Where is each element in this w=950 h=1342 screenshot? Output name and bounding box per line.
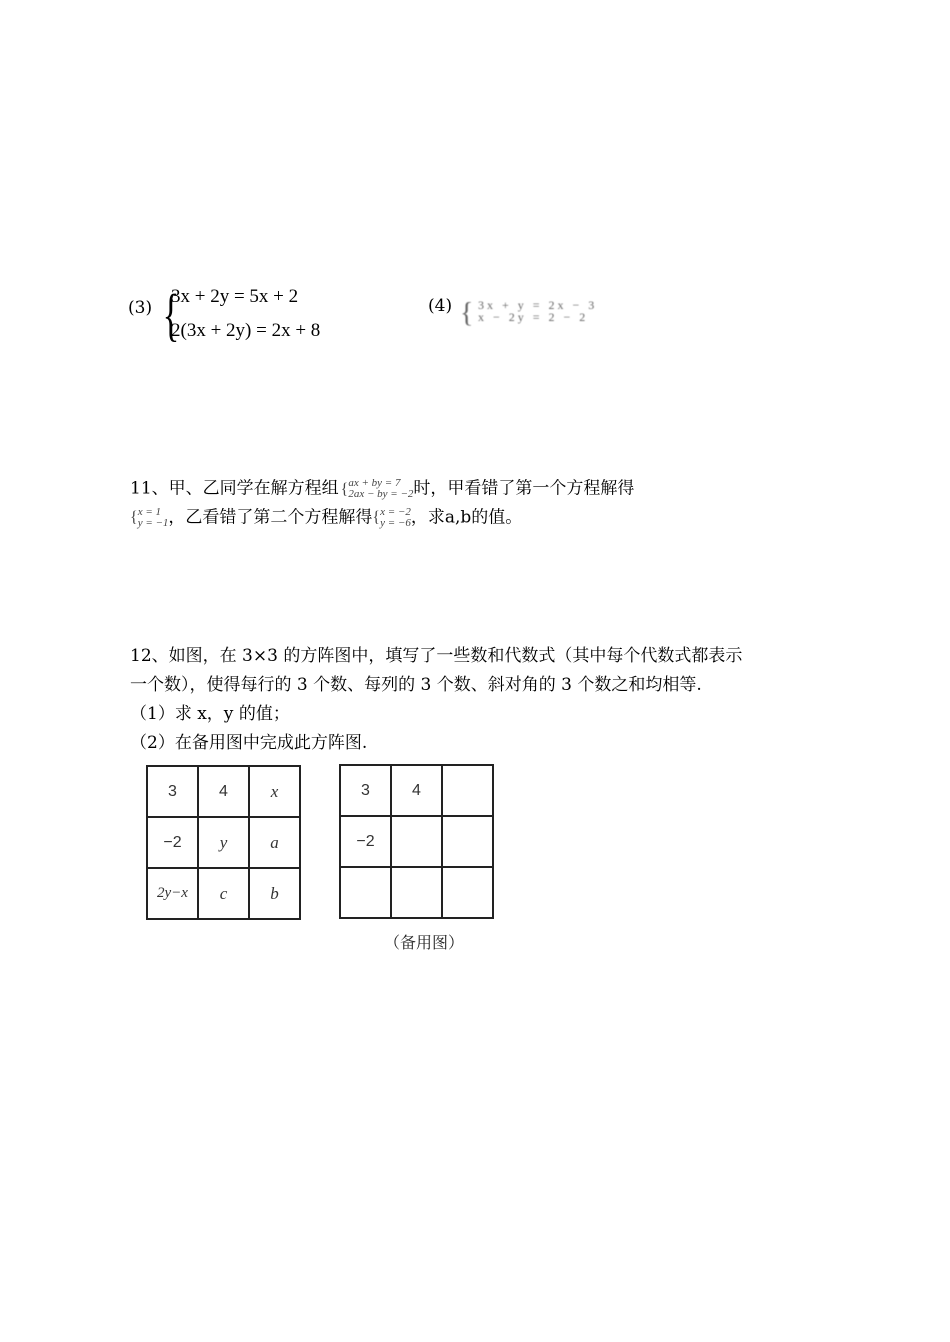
question-12-sub-1: （1）求 x，y 的值； <box>130 704 290 724</box>
magic-square-backup <box>339 764 494 919</box>
problem-3-label: (3) <box>128 298 153 318</box>
grid-cell: 2y−x <box>147 868 198 919</box>
question-12-sub-2: （2）在备用图中完成此方阵图. <box>130 733 368 753</box>
question-12-line-2: 一个数），使得每行的 3 个数、每列的 3 个数、斜对角的 3 个数之和均相等. <box>130 675 702 695</box>
question-11-system-eq-2: 2ax − by = −2 <box>348 488 414 500</box>
brace-icon: { <box>460 298 474 329</box>
grid-cell: c <box>198 868 249 919</box>
question-11-mid-1: 时，甲看错了第一个方程解得 <box>413 478 635 499</box>
question-11-line-1: 11、甲、乙同学在解方程组 { ax + by = 7 2ax − by = −2 时，甲看错了第一个方程解得 <box>130 477 635 500</box>
table-row <box>340 867 493 918</box>
grid-cell: 4 <box>198 766 249 817</box>
problem-4-equation-1: 3x + y = 2x − 3 <box>478 298 598 312</box>
question-11-end: ，求a,b的值。 <box>410 507 523 528</box>
table-row <box>147 766 300 817</box>
backup-figure-caption: （备用图） <box>384 933 465 952</box>
question-11-mid-2: ，乙看错了第二个方程解得 <box>168 507 373 528</box>
question-11-intro: 11、甲、乙同学在解方程组 <box>130 478 339 499</box>
question-11-solution-1-y: y = −1 <box>137 517 169 529</box>
grid-cell <box>391 867 442 918</box>
magic-square-main <box>146 765 301 920</box>
table-row <box>147 817 300 868</box>
grid-cell <box>340 867 391 918</box>
grid-cell: x <box>249 766 300 817</box>
table-row <box>340 765 493 816</box>
table-row <box>340 816 493 867</box>
grid-cell: b <box>249 868 300 919</box>
question-11-solution-1-x: x = 1 <box>137 506 161 518</box>
grid-cell: y <box>198 817 249 868</box>
problem-4-equation-2: x − 2y = 2 − 2 <box>478 310 589 324</box>
table-row <box>147 868 300 919</box>
grid-cell: −2 <box>147 817 198 868</box>
brace-icon: { <box>162 282 180 347</box>
question-11-system-eq-1: ax + by = 7 <box>348 477 401 489</box>
question-11-solution-2-y: y = −6 <box>380 517 411 529</box>
question-11-solution-2-x: x = −2 <box>380 506 411 518</box>
question-11-line-2: { x = 1 y = −1 ，乙看错了第二个方程解得{ x = −2 y = −6 ，求a,b的值。 <box>130 506 523 529</box>
grid-cell <box>391 816 442 867</box>
question-12-line-1: 12、如图，在 3×3 的方阵图中，填写了一些数和代数式（其中每个代数式都表示 <box>130 646 743 666</box>
grid-cell <box>442 867 493 918</box>
grid-cell: a <box>249 817 300 868</box>
grid-cell: −2 <box>340 816 391 867</box>
grid-cell: 3 <box>340 765 391 816</box>
problem-3-equation-2: 2(3x + 2y) = 2x + 8 <box>171 320 321 341</box>
grid-cell <box>442 765 493 816</box>
grid-cell: 3 <box>147 766 198 817</box>
grid-cell <box>442 816 493 867</box>
problem-3-equation-1: 3x + 2y = 5x + 2 <box>171 286 299 307</box>
grid-cell: 4 <box>391 765 442 816</box>
problem-4-label: (4) <box>428 296 453 316</box>
